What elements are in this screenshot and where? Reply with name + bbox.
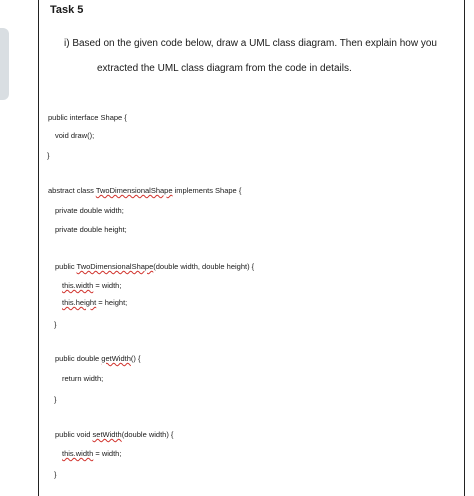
assign-width-setter-value: = width; [93, 449, 122, 458]
setter-declaration [55, 430, 173, 439]
interface-declaration: public interface Shape { [48, 113, 127, 122]
this-width-spellcheck: this.width [62, 281, 94, 290]
task-title: Task 5 [50, 4, 84, 16]
closing-brace-3: } [54, 395, 57, 404]
this-width-setter-spellcheck: this.width [62, 449, 94, 458]
getter-name-spellcheck: getWidth [101, 354, 131, 363]
assign-width-setter [62, 449, 121, 458]
closing-brace-2: } [54, 320, 57, 329]
abstract-keyword: abstract class [48, 186, 96, 195]
class-name-spellcheck: TwoDimensionalShape [95, 186, 173, 195]
document-frame [38, 0, 465, 496]
getter-declaration [55, 354, 141, 363]
field-height: private double height; [55, 225, 127, 234]
getter-modifier: public double [55, 354, 102, 363]
field-width: private double width; [55, 206, 124, 215]
this-height-spellcheck: this.height [62, 298, 97, 307]
getter-params: () { [130, 354, 141, 363]
setter-name-spellcheck: setWidth [92, 430, 122, 439]
assign-width-value: = width; [93, 281, 122, 290]
closing-brace-4: } [54, 470, 57, 479]
return-width: return width; [62, 374, 104, 383]
setter-params: (double width) { [121, 430, 174, 439]
constructor-params: (double width, double height) { [153, 262, 255, 271]
question-line-1: i) Based on the given code below, draw a UML class diagram. Then explain how you [64, 38, 437, 49]
implements-clause: implements Shape { [172, 186, 242, 195]
constructor-name-spellcheck: TwoDimensionalShape [76, 262, 154, 271]
constructor-modifier: public [55, 262, 77, 271]
assign-height-value: = height; [96, 298, 128, 307]
side-panel-tab[interactable] [0, 28, 9, 100]
constructor-declaration [55, 262, 254, 271]
draw-method: void draw(); [55, 131, 95, 140]
question-line-2: extracted the UML class diagram from the code in details. [97, 63, 352, 74]
abstract-class-declaration [48, 186, 241, 195]
assign-width [62, 281, 121, 290]
closing-brace-1: } [47, 151, 50, 160]
setter-modifier: public void [55, 430, 93, 439]
assign-height [62, 298, 127, 307]
